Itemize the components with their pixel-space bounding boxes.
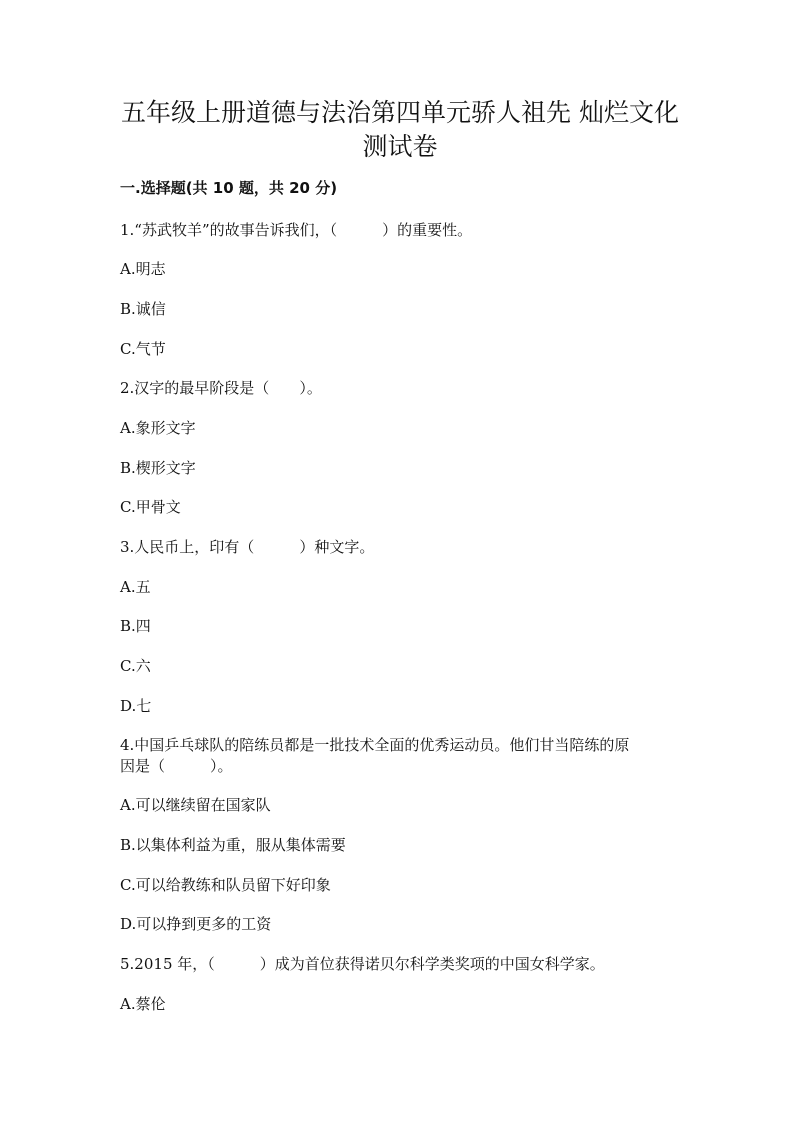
question-5-option-a: A.蔡伦 (120, 995, 166, 1013)
question-1-option-c: C.气节 (120, 340, 166, 358)
question-2-option-a: A.象形文字 (120, 419, 196, 437)
question-1: 1.“苏武牧羊”的故事告诉我们，（ ）的重要性。 (120, 221, 473, 239)
question-4-option-d: D.可以挣到更多的工资 (120, 915, 272, 933)
question-4-option-a: A.可以继续留在国家队 (120, 796, 271, 814)
question-2-option-c: C.甲骨文 (120, 498, 181, 516)
question-4-continued: 因是（ ）。 (120, 757, 233, 775)
question-4: 4.中国乒乓球队的陪练员都是一批技术全面的优秀运动员。他们甘当陪练的原 (120, 736, 630, 754)
question-3: 3.人民币上，印有（ ）种文字。 (120, 538, 375, 556)
question-1-option-a: A.明志 (120, 260, 166, 278)
question-4-option-b: B.以集体利益为重，服从集体需要 (120, 836, 346, 854)
question-2-option-b: B.楔形文字 (120, 459, 196, 477)
question-3-option-b: B.四 (120, 617, 151, 635)
question-2: 2.汉字的最早阶段是（ ）。 (120, 379, 322, 397)
question-4-option-c: C.可以给教练和队员留下好印象 (120, 876, 331, 894)
question-3-option-c: C.六 (120, 657, 151, 675)
question-3-option-a: A.五 (120, 578, 151, 596)
question-5: 5.2015 年，（ ）成为首位获得诺贝尔科学类奖项的中国女科学家。 (120, 955, 605, 973)
question-1-option-b: B.诚信 (120, 300, 166, 318)
page-title: 五年级上册道德与法治第四单元骄人祖先 灿烂文化 (121, 98, 679, 127)
section-heading: 一.选择题(共 10 题，共 20 分) (120, 179, 338, 197)
page-title-continued: 测试卷 (362, 132, 438, 161)
question-3-option-d: D.七 (120, 697, 152, 715)
